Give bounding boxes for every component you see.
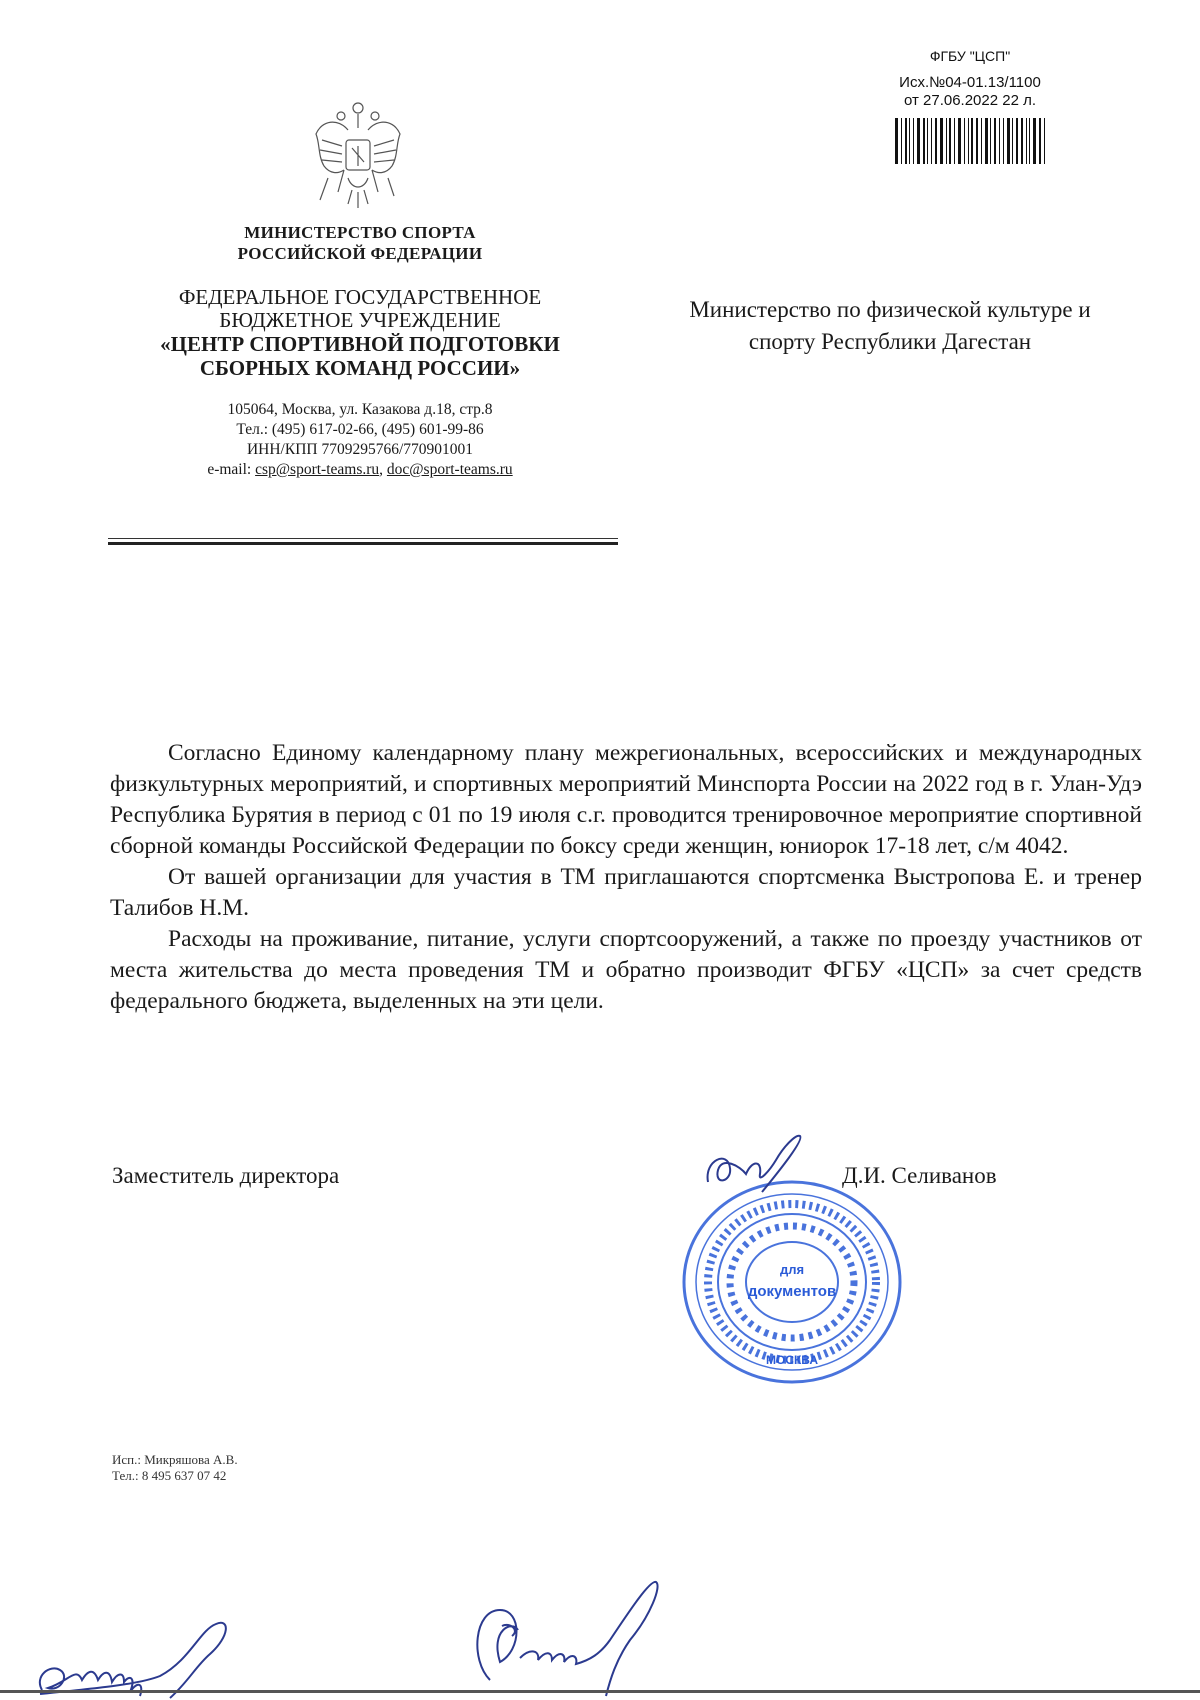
barcode-bar: [968, 118, 969, 164]
barcode-bar: [949, 118, 951, 164]
barcode-bar: [901, 118, 902, 164]
barcode-bar: [909, 118, 910, 164]
barcode-bar: [923, 118, 925, 164]
page-bottom-edge: [0, 1690, 1200, 1693]
barcode-bar: [994, 118, 996, 164]
executor-info: [112, 1452, 238, 1484]
director-signature-icon: [700, 1130, 820, 1200]
barcode-bar: [917, 118, 920, 164]
executor-name: Исп.: Микряшова А.В.: [112, 1452, 238, 1467]
signatory-role: Заместитель директора: [112, 1163, 340, 1188]
barcode-bar: [1007, 118, 1010, 164]
sender-emails: [100, 460, 620, 480]
barcode-bar: [976, 118, 978, 164]
sender-phones: Тел.: (495) 617-02-66, (495) 601-99-86: [236, 421, 484, 438]
barcode-bar: [1012, 118, 1013, 164]
official-stamp-icon: [672, 1170, 912, 1390]
sender-address: 105064, Москва, ул. Казакова д.18, стр.8: [227, 401, 493, 418]
institution-name-line2: СБОРНЫХ КОМАНД РОССИИ»: [199, 356, 521, 380]
registration-date: от 27.06.2022 22 л.: [903, 92, 1037, 109]
stamp-text-center: документов: [747, 1283, 837, 1300]
institution-name-line1: «ЦЕНТР СПОРТИВНОЙ ПОДГОТОВКИ: [160, 332, 560, 356]
barcode-bar: [946, 118, 947, 164]
body-paragraph: Расходы на проживание, питание, услуги спортсооружений, а также по проезду участников от места жительства до места проведения ТМ и обратно производит ФГБУ «ЦСП» за счет средств федерального бюджета, выделенных на эти цели.: [110, 926, 1142, 1014]
barcode-bar: [1044, 118, 1045, 164]
barcode-bar: [985, 118, 988, 164]
barcode-bar: [964, 118, 965, 164]
barcode-bar: [1026, 118, 1027, 164]
email-label: e-mail:: [207, 461, 252, 478]
sender-header: [100, 222, 620, 480]
barcode-bar: [990, 118, 991, 164]
barcode-bar: [1029, 118, 1030, 164]
barcode-bar: [913, 118, 914, 164]
barcode-bar: [954, 118, 955, 164]
barcode-bar: [931, 118, 932, 164]
barcode-bar: [981, 118, 982, 164]
sender-contacts: [100, 400, 620, 480]
email-link-csp[interactable]: csp@sport-teams.ru: [255, 461, 380, 478]
institution-type-line1: ФЕДЕРАЛЬНОЕ ГОСУДАРСТВЕННОЕ: [178, 285, 542, 309]
body-paragraph: Согласно Единому календарному плану межрегиональных, всероссийских и международных физкультурных мероприятий, и спортивных мероприятий Минспорта России на 2022 год в г. Улан-Удэ Республика Бурятия в период с 01 по 19 июля с.г. проводится тренировочное мероприятие спортивной сборной команды Российской Федерации по боксу среди женщин, юниорок 17-18 лет, с/м 4042.: [110, 740, 1142, 859]
barcode-bar: [958, 118, 961, 164]
recipient-block: [630, 294, 1150, 358]
barcode-bar: [1039, 118, 1041, 164]
barcode-bar: [935, 118, 937, 164]
header-divider-thin: [108, 538, 618, 539]
registration-block: [860, 48, 1080, 164]
recipient-line2: спорту Республики Дагестан: [748, 329, 1032, 354]
barcode-bar: [1016, 118, 1018, 164]
barcode-bar: [927, 118, 928, 164]
signatory-name: Д.И. Селиванов: [842, 1163, 997, 1188]
executor-phone: Тел.: 8 495 637 07 42: [112, 1468, 227, 1483]
letter-body: [110, 738, 1142, 1017]
body-paragraph: От вашей организации для участия в ТМ приглашаются спортсменка Выстропова Е. и тренер Талибов Н.М.: [110, 864, 1142, 921]
barcode-bar: [1033, 118, 1036, 164]
email-separator: ,: [379, 461, 384, 478]
barcode-bar: [971, 118, 973, 164]
stamp-text-top: для: [779, 1262, 805, 1277]
sender-inn-kpp: ИНН/КПП 7709295766/770901001: [246, 441, 474, 458]
registration-organization: ФГБУ "ЦСП": [929, 48, 1011, 64]
recipient-line1: Министерство по физической культуре и: [689, 297, 1091, 322]
stamp-text-bottom: МОСКВА: [765, 1353, 819, 1367]
barcode-bar: [999, 118, 1000, 164]
ministry-name-line1: МИНИСТЕРСТВО СПОРТА: [244, 223, 476, 242]
barcode-bar: [905, 118, 907, 164]
barcode-icon: [895, 118, 1045, 164]
initials-signature-icon: [20, 1600, 310, 1700]
outgoing-number: Исх.№04-01.13/1100: [899, 74, 1041, 91]
approval-signature-icon: [460, 1570, 680, 1700]
email-link-doc[interactable]: doc@sport-teams.ru: [386, 461, 513, 478]
barcode-bar: [940, 118, 943, 164]
institution-type-line2: БЮДЖЕТНОЕ УЧРЕЖДЕНИЕ: [219, 308, 501, 332]
ministry-name-line2: РОССИЙСКОЙ ФЕДЕРАЦИИ: [237, 244, 483, 263]
barcode-bar: [1021, 118, 1023, 164]
barcode-bar: [895, 118, 898, 164]
coat-of-arms-icon: [308, 100, 408, 215]
header-divider-thick: [108, 542, 618, 545]
barcode-bar: [1003, 118, 1004, 164]
